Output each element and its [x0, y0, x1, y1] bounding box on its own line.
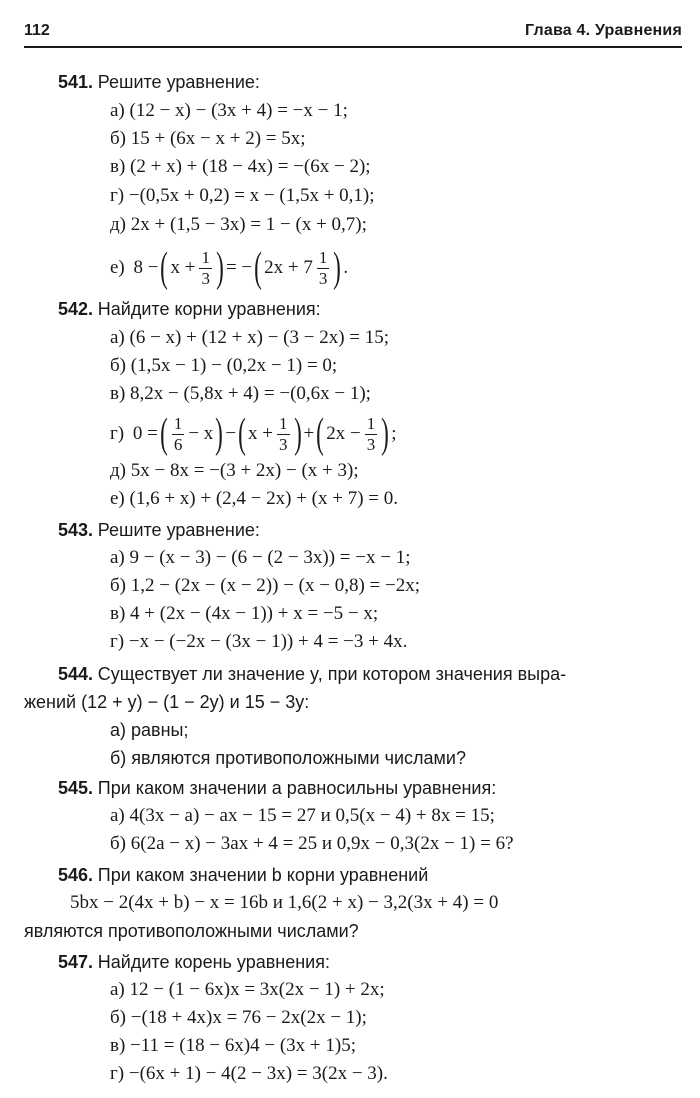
- equation-546: 5bx − 2(4x + b) − x = 16b и 1,6(2 + x) − 3,2(3x + 4) = 0: [70, 892, 499, 913]
- expr-part: x +: [170, 257, 196, 278]
- expr-part: .: [343, 257, 349, 278]
- problem-number: 544.: [58, 664, 94, 684]
- problem-544-heading: [58, 662, 566, 687]
- fraction: $\frac{1}{6}$: [173, 413, 183, 454]
- problem-title: Решите уравнение:: [97, 72, 260, 92]
- problem-541-heading: [58, 70, 260, 95]
- equation-543v: в) 4 + (2x − (4x − 1)) + x = −5 − x;: [110, 603, 379, 624]
- page-header: [24, 20, 682, 48]
- equation-541d: д) 2x + (1,5 − 3x) = 1 − (x + 0,7);: [110, 214, 367, 235]
- option-544b: б) являются противоположными числами?: [110, 748, 467, 768]
- expr-part: +: [303, 423, 315, 444]
- fraction: $\frac{1}{3}$: [318, 247, 328, 288]
- expr-part: − x: [188, 423, 214, 444]
- expr-part: 2x −: [326, 423, 361, 444]
- problem-title: Найдите корни уравнения:: [97, 299, 321, 319]
- problem-546-text: являются противоположными числами?: [24, 921, 359, 941]
- problem-546-heading: [58, 863, 428, 888]
- equation-547g: г) −(6x + 1) − 4(2 − 3x) = 3(2x − 3).: [110, 1063, 388, 1084]
- equation-542v: в) 8,2x − (5,8x + 4) = −(0,6x − 1);: [110, 383, 371, 404]
- equation-543b: б) 1,2 − (2x − (x − 2)) − (x − 0,8) = −2x;: [110, 575, 420, 596]
- problem-number: 545.: [58, 778, 94, 798]
- problem-543-heading: [58, 518, 260, 543]
- expr-part: = −: [225, 257, 253, 278]
- equation-542e: е) (1,6 + x) + (2,4 − 2x) + (x + 7) = 0.: [110, 488, 399, 509]
- problem-title: Решите уравнение:: [97, 520, 260, 540]
- equation-545b: б) 6(2a − x) − 3ax + 4 = 25 и 0,9x − 0,3(2x − 1) = 6?: [110, 833, 514, 854]
- problem-number: 547.: [58, 952, 94, 972]
- expr-part: −: [225, 423, 237, 444]
- problem-title: При каком значении b корни уравнений: [97, 865, 429, 885]
- equation-542a: а) (6 − x) + (12 + x) − (3 − 2x) = 15;: [110, 327, 390, 348]
- equation-541g: г) −(0,5x + 0,2) = x − (1,5x + 0,1);: [110, 185, 375, 206]
- problem-544-text-cont: жений (12 + y) − (1 − 2y) и 15 − 3y:: [24, 692, 310, 712]
- equation-541e: е) 8 − ( x + $\frac{1}{3}$ ) = − ( 2x + 7 $\frac{1}{3}$ ) .: [110, 245, 349, 291]
- fraction: $\frac{1}{3}$: [279, 413, 288, 454]
- equation-545a: а) 4(3x − a) − ax − 15 = 27 и 0,5(x − 4) + 8x = 15;: [110, 805, 495, 826]
- chapter-title: Глава 4. Уравнения: [525, 22, 682, 39]
- equation-541a: а) (12 − x) − (3x + 4) = −x − 1;: [110, 100, 348, 121]
- equation-542b: б) (1,5x − 1) − (0,2x − 1) = 0;: [110, 355, 338, 376]
- expr-part: ;: [391, 423, 397, 444]
- problem-542-heading: [58, 297, 321, 322]
- problem-number: 542.: [58, 299, 94, 319]
- expr-part: 2x + 7: [264, 257, 313, 278]
- equation-541b: б) 15 + (6x − x + 2) = 5x;: [110, 128, 306, 149]
- expr-part: 8 −: [133, 257, 159, 278]
- problem-text: Существует ли значение y, при котором значения выра-: [97, 664, 567, 684]
- page-number: 112: [24, 22, 50, 39]
- fraction: $\frac{1}{3}$: [366, 413, 376, 454]
- equation-543g: г) −x − (−2x − (3x − 1)) + 4 = −3 + 4x.: [110, 631, 408, 652]
- problem-547-heading: [58, 950, 330, 975]
- equation-547a: а) 12 − (1 − 6x)x = 3x(2x − 1) + 2x;: [110, 979, 385, 1000]
- expr-part: x +: [248, 423, 273, 444]
- problem-number: 543.: [58, 520, 94, 540]
- item-label: е): [110, 257, 125, 278]
- equation-547v: в) −11 = (18 − 6x)4 − (3x + 1)5;: [110, 1035, 357, 1056]
- problem-title: Найдите корень уравнения:: [97, 952, 330, 972]
- equation-542d: д) 5x − 8x = −(3 + 2x) − (x + 3);: [110, 460, 359, 481]
- option-544a: а) равны;: [110, 720, 189, 740]
- equation-547b: б) −(18 + 4x)x = 76 − 2x(2x − 1);: [110, 1007, 367, 1028]
- expr-part: 0 =: [132, 423, 158, 444]
- problem-545-heading: [58, 776, 496, 801]
- fraction: $\frac{1}{3}$: [201, 247, 210, 288]
- equation-541v: в) (2 + x) + (18 − 4x) = −(6x − 2);: [110, 156, 371, 177]
- item-label: г): [110, 423, 125, 444]
- problem-title: При каком значении a равносильны уравнения:: [97, 778, 497, 798]
- problem-number: 541.: [58, 72, 94, 92]
- equation-543a: а) 9 − (x − 3) − (6 − (2 − 3x)) = −x − 1;: [110, 547, 411, 568]
- problem-number: 546.: [58, 865, 94, 885]
- equation-542g: г) 0 = ( $\frac{1}{6}$ − x ) − ( x + $\frac{1}{3}$ ) + ( 2x − $\frac{1}{3}$ ) ;: [110, 411, 397, 457]
